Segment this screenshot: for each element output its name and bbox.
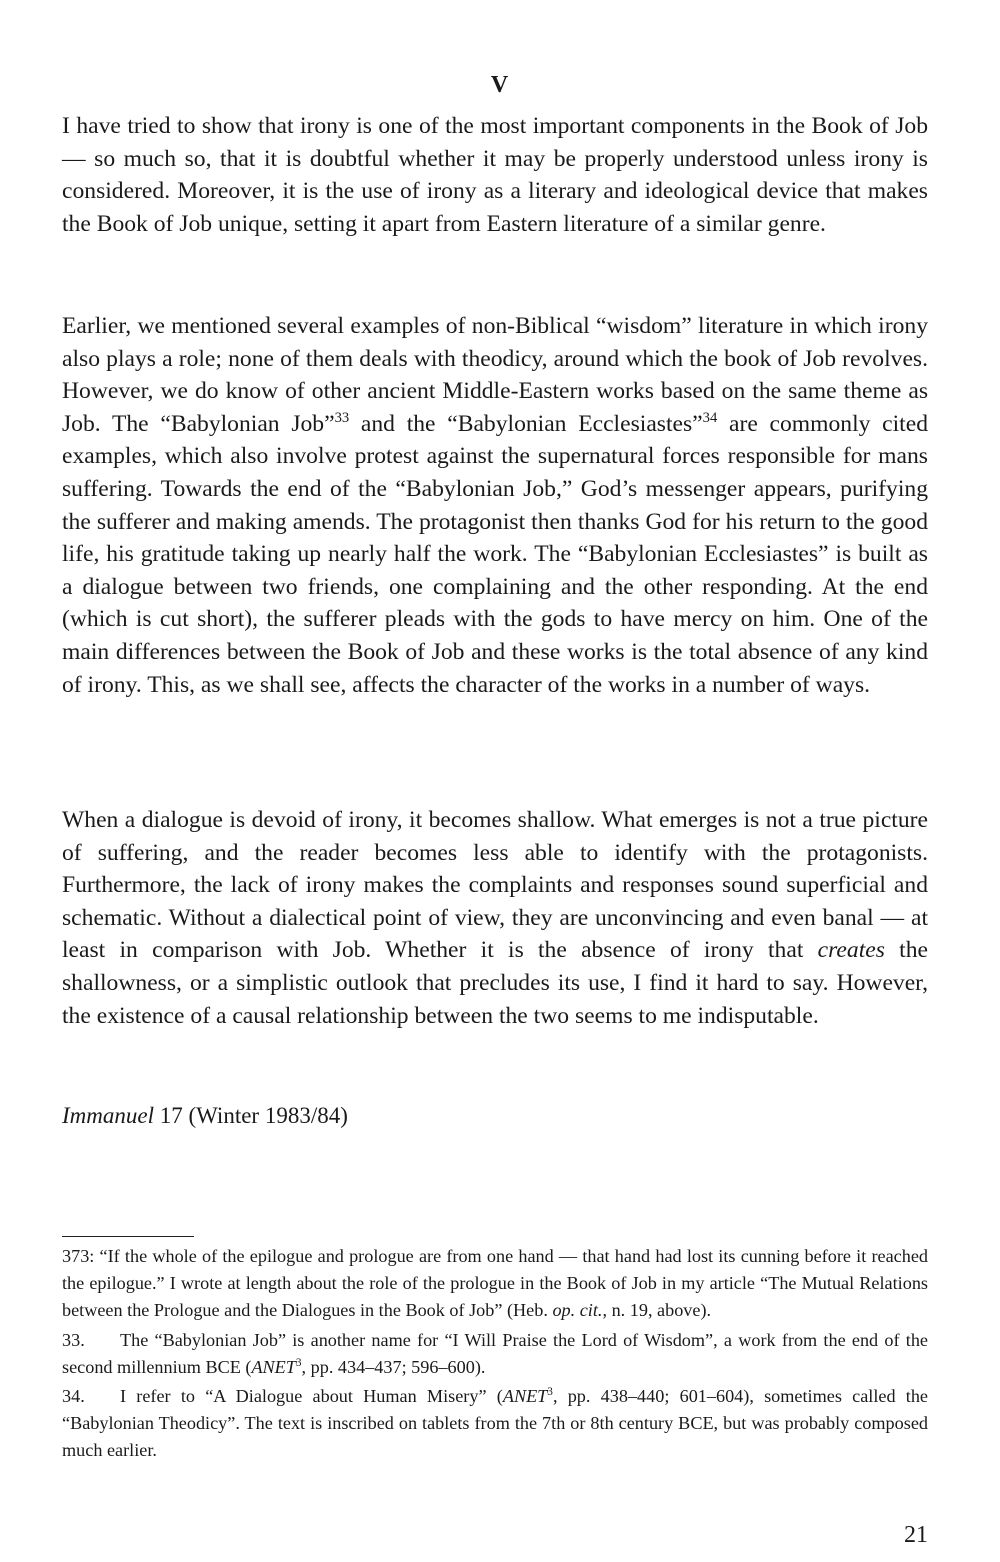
paragraph-1: I have tried to show that irony is one of the most important components in the Book of Job — so much so, that it is doubtful whether it may be properly understood unless irony is considered. Moreover, it is the use of irony as a literary and ideological device that makes the Book of Job unique, setting it apart from Eastern literature of a similar genre. (62, 113, 928, 237)
source-citation (62, 1100, 348, 1132)
footnote-373 (62, 1243, 928, 1325)
paragraph-2-text: and the “Babylonian Ecclesiastes” (349, 410, 703, 437)
footnotes (62, 1243, 928, 1467)
emphasis-word: creates (817, 937, 885, 964)
paragraph-3-text: the shallowness, or a simplistic outlook that precludes its use, I find it hard to say. However, the existence of a causal relationship between the two seems to me indisputable. (62, 937, 928, 1029)
footnote-superscript: 3 (547, 1386, 553, 1399)
footnote-text: , pp. 434–437; 596–600). (301, 1356, 486, 1377)
section-heading: V (490, 72, 510, 98)
paragraph-2-text: Earlier, we mentioned several examples of non-Biblical “wisdom” literature in which irony also plays a role; none of them deals with theodicy, around which the book of Job revolves. However, we do know of other ancient Middle-Eastern works based on the same theme as Job. The “Babylonian Job” (62, 313, 928, 437)
paragraph-2 (62, 310, 928, 701)
paragraph-3 (62, 804, 928, 1032)
footnote-number: 33. (62, 1329, 85, 1350)
page-number: 21 (904, 1522, 928, 1548)
footnote-text: , n. 19, above). (602, 1300, 712, 1321)
footnote-ref-33[interactable]: 33 (334, 409, 350, 426)
footnote-divider (62, 1236, 194, 1237)
footnote-italic: op. cit. (552, 1300, 603, 1321)
footnote-text: : “If the whole of the epilogue and prologue are from one hand — that hand had lost its cunning before it reached the epilogue.” I wrote at length about the role of the prologue in the Book of Job in my article “The Mutual Relations between the Prologue and the Dialogues in the Book of Job” (Heb. (62, 1246, 928, 1321)
journal-name: Immanuel (62, 1103, 154, 1128)
footnote-text: , pp. 438–440; 601–604), sometimes called the “Babylonian Theodicy”. The text is inscribed on tablets from the 7th or 8th century BCE, but was probably composed much earlier. (62, 1386, 928, 1461)
footnote-text: The “Babylonian Job” is another name for “I Will Praise the Lord of Wisdom”, a work from the end of the second millennium BCE ( (62, 1329, 928, 1377)
footnote-italic: ANET (502, 1386, 548, 1407)
footnote-italic: ANET (251, 1356, 296, 1377)
paragraph-2-text: are commonly cited examples, which also involve protest against the supernatural forces responsible for mans suffering. Towards the end of the “Babylonian Job,” God’s messenger appears, purifying the sufferer and making amends. The protagonist then thanks God for his return to the good life, his gratitude taking up nearly half the work. The “Babylonian Ecclesiastes” is built as a dialogue between two friends, one complaining and the other responding. At the end (which is cut short), the sufferer pleads with the gods to have mercy on him. One of the main differences between the Book of Job and these works is the total absence of any kind of irony. This, as we shall see, affects the character of the works in a number of ways. (62, 410, 928, 698)
footnote-ref-34[interactable]: 34 (702, 409, 718, 426)
paragraph-3-text: When a dialogue is devoid of irony, it becomes shallow. What emerges is not a true picture of suffering, and the reader becomes less able to identify with the protagonists. Furthermore, the lack of irony makes the complaints and responses sound superficial and schematic. Without a dialectical point of view, they are unconvincing and even banal — at least in comparison with Job. Whether it is the absence of irony that (62, 807, 928, 964)
footnote-33 (62, 1327, 928, 1381)
journal-issue: 17 (Winter 1983/84) (153, 1103, 348, 1128)
footnote-34 (62, 1383, 928, 1465)
footnote-number: 373 (62, 1246, 90, 1266)
footnote-superscript: 3 (295, 1356, 302, 1369)
footnote-text: I refer to “A Dialogue about Human Misery” ( (120, 1386, 503, 1407)
footnote-number: 34. (62, 1386, 85, 1407)
